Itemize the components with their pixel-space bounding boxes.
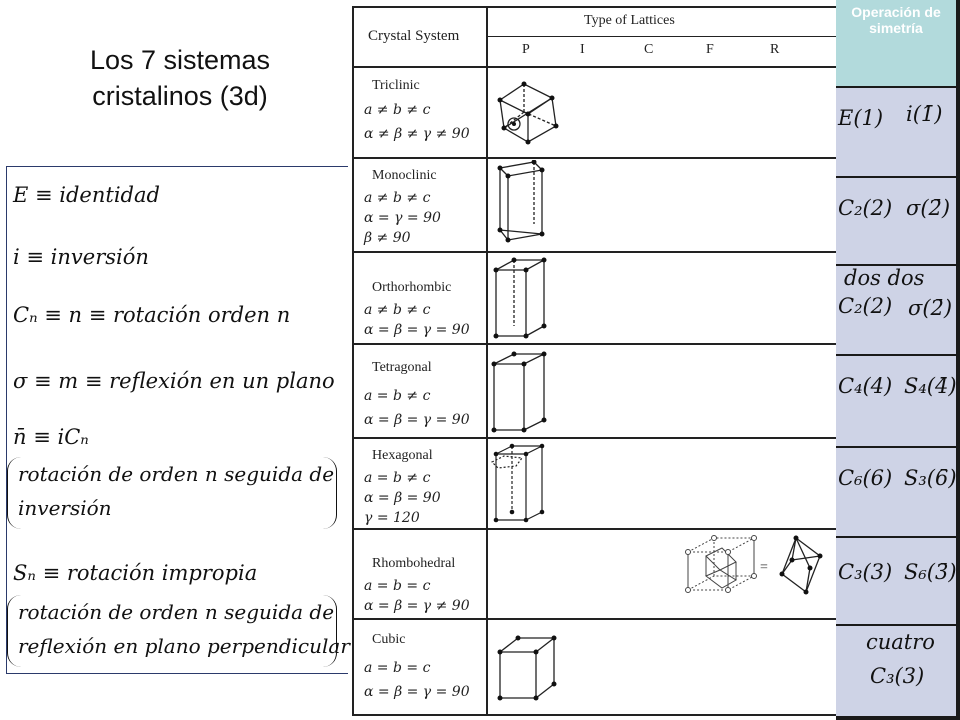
def-identity: E ≡ identidad [13,183,160,207]
row-eq-rhombohedral-1: a = b = c [364,578,431,594]
row-divider [354,437,838,439]
row-divider [354,157,838,159]
header-col-p: P [522,42,530,57]
definitions-panel [6,166,348,674]
symmetry-op-right: S₄(4̄) [904,374,957,398]
row-eq-triclinic-2: α ≠ β ≠ γ ≠ 90 [364,126,470,142]
header-col-i: I [580,42,585,57]
header-type-of-lattices: Type of Lattices [584,13,675,28]
symmetry-cell-rhombohedral [836,538,956,624]
header-col-f: F [706,42,714,57]
rotoinversion-desc-line-1: rotación de orden n seguida de [18,462,335,486]
symmetry-cell-cubic [836,626,956,716]
row-eq-cubic-1: a = b = c [364,660,431,676]
symmetry-cell-triclinic [836,88,956,176]
title-line-2: cristalinos (3d) [92,81,268,111]
symmetry-multiplicity: cuatro [866,630,935,654]
rhombohedral-lattice-diagram [684,532,834,614]
symmetry-header: Operación de simetría [836,0,956,86]
symmetry-op-left: C₃(3) [870,664,925,688]
monoclinic-lattice-diagram [494,160,554,248]
improper-desc-line-1: rotación de orden n seguida de [18,600,335,624]
column-divider [486,8,488,714]
symmetry-op-left: C₂(2) [838,196,893,220]
rhombohedral-equals-sign: = [760,560,768,575]
symmetry-op-left: E(1) [838,106,884,130]
row-eq-triclinic-1: a ≠ b ≠ c [364,102,431,118]
def-rotation: Cₙ ≡ n ≡ rotación orden n [13,303,291,327]
row-divider [354,343,838,345]
header-crystal-system: Crystal System [368,28,460,44]
symmetry-op-right: i(1̄) [906,102,943,126]
row-eq-hexagonal-2: α = β = 90 [364,490,441,506]
symmetry-cell-monoclinic [836,178,956,264]
crystal-systems-table [352,6,838,716]
header-col-r: R [770,42,780,57]
triclinic-lattice-diagram [494,74,564,148]
row-eq-cubic-2: α = β = γ = 90 [364,684,470,700]
cubic-lattice-diagram [496,632,560,708]
title-line-1: Los 7 sistemas [89,45,271,75]
header-divider [354,66,838,68]
rotoinversion-desc-line-2: inversión [18,496,112,520]
header-col-c: C [644,42,654,57]
tetragonal-lattice-diagram [490,350,556,436]
row-eq-hexagonal-3: γ = 120 [364,510,420,526]
row-eq-monoclinic-2: α = γ = 90 [364,210,441,226]
def-rotoinversion: n̄ ≡ iCₙ [13,425,89,449]
rotoinversion-description [7,457,337,529]
def-improper-rotation: Sₙ ≡ rotación impropia [13,561,258,585]
row-divider [354,618,838,620]
row-eq-tetragonal-1: a = b ≠ c [364,388,431,404]
symmetry-cell-hexagonal [836,448,956,536]
row-name-triclinic: Triclinic [372,78,420,93]
slide-title [40,42,320,114]
row-divider [354,251,838,253]
row-eq-orthorhombic-1: a ≠ b ≠ c [364,302,431,318]
row-divider [354,528,838,530]
row-name-rhombohedral: Rhombohedral [372,556,456,571]
def-inversion: i ≡ inversión [13,245,149,269]
row-name-orthorhombic: Orthorhombic [372,280,452,295]
header-subdivider [486,36,838,37]
row-eq-rhombohedral-2: α = β = γ ≠ 90 [364,598,470,614]
symmetry-op-right: σ(2̄) [906,196,951,220]
row-name-cubic: Cubic [372,632,406,647]
def-reflection: σ ≡ m ≡ reflexión en un plano [13,369,335,393]
row-eq-tetragonal-2: α = β = γ = 90 [364,412,470,428]
row-eq-monoclinic-3: β ≠ 90 [364,230,411,246]
improper-description [7,595,350,667]
symmetry-op-right: S₃(6̄) [904,466,957,490]
symmetry-cell-orthorhombic [836,266,956,354]
symmetry-op-left: C₂(2) [838,294,893,318]
symmetry-op-right: σ(2̄) [908,296,953,320]
row-eq-orthorhombic-2: α = β = γ = 90 [364,322,470,338]
symmetry-cell-tetragonal [836,356,956,446]
symmetry-op-right: S₆(3̄) [904,560,957,584]
orthorhombic-lattice-diagram [492,256,556,342]
symmetry-op-left: C₆(6) [838,466,893,490]
symmetry-multiplicity: dos dos [844,266,925,290]
hexagonal-lattice-diagram [490,440,560,526]
improper-desc-line-2: reflexión en plano perpendicular [18,634,350,658]
row-name-hexagonal: Hexagonal [372,448,433,463]
row-name-monoclinic: Monoclinic [372,168,437,183]
row-name-tetragonal: Tetragonal [372,360,432,375]
symmetry-op-left: C₃(3) [838,560,893,584]
symmetry-op-left: C₄(4) [838,374,893,398]
row-eq-monoclinic-1: a ≠ b ≠ c [364,190,431,206]
row-eq-hexagonal-1: a = b ≠ c [364,470,431,486]
